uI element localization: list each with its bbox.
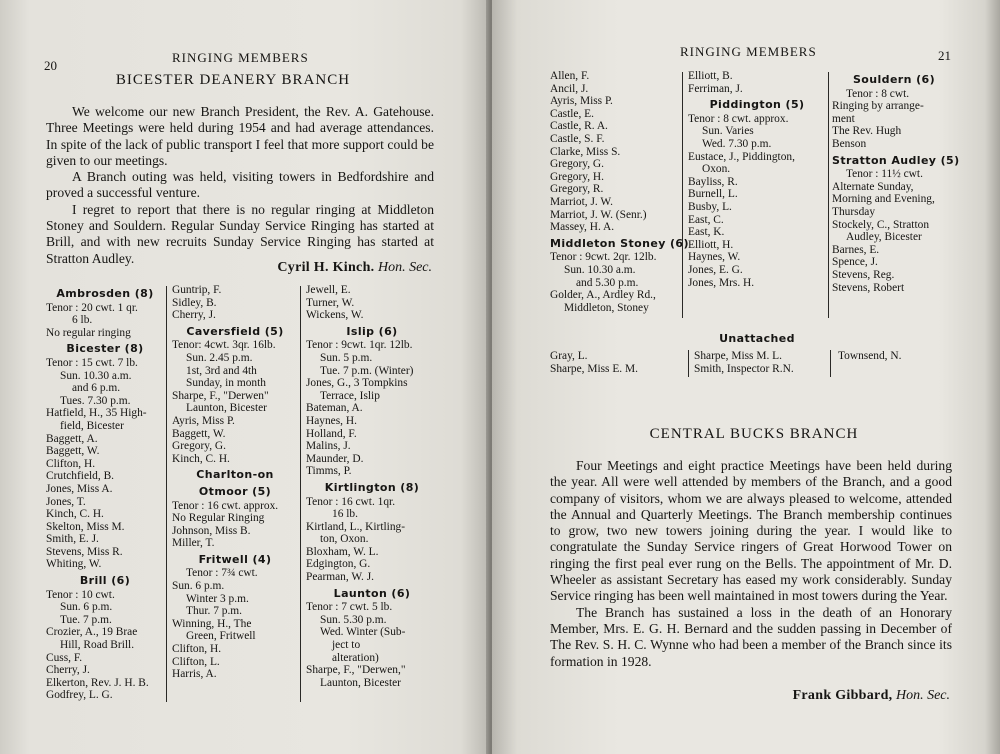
tower-heading: Islip (6) <box>346 324 398 338</box>
list-item: East, K. <box>688 226 725 239</box>
signature <box>692 688 950 704</box>
list-item: Spence, J. <box>832 256 878 269</box>
list-item: Sun. 6 p.m. <box>60 601 113 614</box>
list-item: Baggett, A. <box>46 432 98 445</box>
list-item: ment <box>832 112 855 125</box>
list-item: Crutchfield, B. <box>46 470 115 483</box>
list-item: Gregory, H. <box>550 170 604 183</box>
tower-heading: Launton (6) <box>333 586 411 600</box>
paragraph: A Branch outing was held, visiting towers in Bedfordshire and proved a successful venture. <box>46 169 434 201</box>
list-item: Thur. 7 p.m. <box>186 605 243 618</box>
member-name: Sharpe, Miss E. M. <box>550 362 638 375</box>
tower-heading: Ambrosden (8) <box>56 287 154 300</box>
list-item: Marriot, J. W. <box>550 195 613 208</box>
unattached-column-2 <box>694 350 828 375</box>
list-item: Castle, S. F. <box>550 132 605 145</box>
list-item: Hill, Road Brill. <box>60 639 135 652</box>
list-item: Eustace, J., Piddington, <box>688 150 795 163</box>
unattached-heading: Unattached <box>719 332 795 345</box>
paragraph: We welcome our new Branch President, the Rev. A. Gatehouse. Three Meetings were held during 1954 and had average attendances. In spite of the lack of public transport I feel that more support could be given to our meetings. <box>46 104 434 168</box>
list-item: Gregory, R. <box>550 183 604 196</box>
list-item: Gregory, G. <box>550 158 604 171</box>
list-item: Miller, T. <box>172 537 215 550</box>
list-item: Castle, R. A. <box>550 120 608 133</box>
members-column-2 <box>688 70 826 289</box>
list-item: Stevens, Reg. <box>832 268 895 281</box>
right-page <box>492 0 1000 754</box>
unattached-column-3 <box>838 350 958 363</box>
list-item: Castle, E. <box>550 107 594 120</box>
list-item: Sharpe, F., "Derwen" <box>172 389 269 402</box>
signature-name: Cyril H. Kinch. <box>277 260 375 275</box>
list-item: Tenor : 20 cwt. 1 qr. <box>46 301 138 314</box>
list-item: Winter 3 p.m. <box>186 592 249 605</box>
signature-role: Hon. Sec. <box>895 688 950 703</box>
column-divider <box>828 72 829 318</box>
members-column-2 <box>172 284 298 681</box>
list-item: Morning and Evening, <box>832 193 935 206</box>
member-name: Townsend, N. <box>838 350 902 362</box>
list-item: Tenor : 16 cwt. 1qr. <box>306 495 396 508</box>
list-item: Allen, F. <box>550 70 590 82</box>
list-item: Elliott, H. <box>688 238 734 251</box>
list-item: Kinch, C. H. <box>46 508 104 521</box>
list-item: Wed. Winter (Sub- <box>320 626 406 639</box>
list-item: Bloxham, W. L. <box>306 545 379 558</box>
list-item: Smith, E. J. <box>46 533 99 546</box>
tower-heading: Stratton Audley (5) <box>832 153 960 167</box>
paragraph: Four Meetings and eight practice Meetings have been held during the year. All were well attended by members of the Branch, and a good company of visitors, whom we are always pleased to welcome, attended the Annual and Quarterly Meetings. The Branch membership continues to grow, two new towers joining during the year. I would like to congratulate the Sunday Service ringers of Great Horwood Tower on ringing the first peal ever rung on the Bells. The appointment of Mr. D. Wheeler as assistant Secretary has eased my work considerably. Sunday Service ringing has been well maintained in most towers during the Year. <box>550 458 952 604</box>
list-item: Busby, L. <box>688 200 732 213</box>
list-item: Sun. 5.30 p.m. <box>320 613 387 626</box>
list-item: Tenor : 15 cwt. 7 lb. <box>46 356 138 369</box>
member-name: Gray, L. <box>550 350 588 362</box>
signature-name: Frank Gibbard, <box>792 688 893 703</box>
list-item: Stockely, C., Stratton <box>832 218 930 231</box>
list-item: Tenor : 10 cwt. <box>46 588 115 601</box>
list-item: Cherry, J. <box>172 309 216 322</box>
tower-heading: Piddington (5) <box>709 98 805 112</box>
list-item: Hatfield, H., 35 High- <box>46 407 147 420</box>
members-column-1 <box>550 70 689 314</box>
list-item: Jones, Miss A. <box>46 482 113 495</box>
list-item: Tenor : 9cwt. 1qr. 12lb. <box>306 339 413 352</box>
column-divider <box>166 286 167 702</box>
list-item: Godfrey, L. G. <box>46 689 113 702</box>
list-item: Tenor : 8 cwt. approx. <box>688 112 789 125</box>
list-item: Ancil, J. <box>550 82 589 95</box>
list-item: Whiting, W. <box>46 558 102 571</box>
list-item: Launton, Bicester <box>186 402 267 415</box>
tower-heading: Souldern (6) <box>852 73 935 86</box>
list-item: Sun. 10.30 a.m. <box>60 369 132 382</box>
list-item: Green, Fritwell <box>186 630 256 643</box>
list-item: Massey, H. A. <box>550 221 615 234</box>
tower-heading: Caversfield (5) <box>186 324 284 338</box>
list-item: Sidley, B. <box>172 296 217 309</box>
list-item: Sun. 2.45 p.m. <box>186 351 253 364</box>
list-item: Tues. 7.30 p.m. <box>60 394 131 407</box>
list-item: Malins, J. <box>306 440 351 453</box>
list-item: Pearman, W. J. <box>306 571 375 584</box>
member-name: Sharpe, Miss M. L. <box>694 350 782 362</box>
members-column-3 <box>306 284 438 689</box>
list-item: Kirtland, L., Kirtling- <box>306 520 406 533</box>
list-item: Jones, E. G. <box>688 263 743 276</box>
list-item: Tenor: 4cwt. 3qr. 16lb. <box>172 339 276 352</box>
list-item: alteration) <box>332 651 379 664</box>
list-item: Ayris, Miss P. <box>172 414 235 427</box>
list-item: Thursday <box>832 205 876 218</box>
column-divider <box>682 72 683 318</box>
unattached-section <box>552 329 962 347</box>
list-item: Wed. 7.30 p.m. <box>702 137 772 150</box>
list-item: Winning, H., The <box>172 617 252 630</box>
list-item: Jones, Mrs. H. <box>688 276 755 289</box>
list-item: Tenor : 9cwt. 2qr. 12lb. <box>550 251 657 264</box>
list-item: Haynes, H. <box>306 414 357 427</box>
list-item: Jones, G., 3 Tompkins <box>306 377 408 390</box>
tower-heading: Charlton-on <box>196 468 274 482</box>
list-item: Sun. 5 p.m. <box>320 351 373 364</box>
member-name: Smith, Inspector R.N. <box>694 362 794 375</box>
page-number: 20 <box>44 58 57 73</box>
list-item: Cherry, J. <box>46 664 90 677</box>
list-item: Stevens, Miss R. <box>46 545 123 558</box>
list-item: Bayliss, R. <box>688 175 738 188</box>
tower-heading: Kirtlington (8) <box>324 480 420 494</box>
list-item: Sun. Varies <box>702 125 754 138</box>
list-item: Holland, F. <box>306 427 357 440</box>
list-item: Sharpe, F., "Derwen," <box>306 664 406 677</box>
list-item: Alternate Sunday, <box>832 180 914 193</box>
list-item: Timms, P. <box>306 465 352 478</box>
list-item: Ringing by arrange- <box>832 100 924 113</box>
tower-heading: Middleton Stoney (6) <box>550 236 689 250</box>
list-item: Jones, T. <box>46 495 86 508</box>
page-number: 21 <box>938 48 951 63</box>
list-item: No regular ringing <box>46 326 131 339</box>
list-item: Marriot, J. W. (Senr.) <box>550 208 647 221</box>
section-title: BICESTER DEANERY BRANCH <box>115 72 351 88</box>
list-item: Sunday, in month <box>186 377 266 390</box>
list-item: Launton, Bicester <box>320 676 401 689</box>
list-item: No Regular Ringing <box>172 512 265 525</box>
list-item: East, C. <box>688 213 724 226</box>
column-divider <box>300 286 301 702</box>
list-item: Tenor : 8 cwt. <box>846 87 910 100</box>
list-item: Edgington, G. <box>306 558 371 571</box>
list-item: Barnes, E. <box>832 243 880 256</box>
branch-report <box>550 458 952 670</box>
list-item: Clifton, L. <box>172 655 220 668</box>
signature <box>200 260 432 276</box>
list-item: Ferriman, J. <box>688 82 743 95</box>
tower-heading: Otmoor (5) <box>198 484 272 498</box>
list-item: Kinch, C. H. <box>172 452 230 465</box>
list-item: Middleton, Stoney <box>564 301 649 314</box>
list-item: Baggett, W. <box>172 427 226 440</box>
list-item: Johnson, Miss B. <box>172 524 251 537</box>
list-item: Terrace, Islip <box>320 389 380 402</box>
list-item: 1st, 3rd and 4th <box>186 364 257 377</box>
tower-heading: Brill (6) <box>79 574 131 588</box>
list-item: Burnell, L. <box>688 188 738 201</box>
list-item: Jewell, E. <box>306 284 351 296</box>
list-item: 16 lb. <box>332 508 358 521</box>
list-item: Benson <box>832 137 867 150</box>
list-item: Ayris, Miss P. <box>550 95 613 108</box>
list-item: Gregory, G. <box>172 440 226 453</box>
list-item: and 6 p.m. <box>72 382 121 395</box>
unattached-column-1 <box>550 350 684 375</box>
list-item: Maunder, D. <box>306 452 364 465</box>
list-item: Harris, A. <box>172 668 217 681</box>
list-item: Bateman, A. <box>306 402 363 415</box>
list-item: Tue. 7 p.m. <box>60 613 112 626</box>
signature-role: Hon. Sec. <box>377 260 432 275</box>
paragraph: I regret to report that there is no regular ringing at Middleton Stoney and Souldern. Regular Sunday Service Ringing has started at Brill, and with new recruits Sunday Service Ringing has started at Stratton Audley. <box>46 201 434 266</box>
list-item: ton, Oxon. <box>320 533 369 546</box>
list-item: Guntrip, F. <box>172 284 222 296</box>
list-item: Sun. 6 p.m. <box>172 580 225 593</box>
members-column-3 <box>832 70 960 294</box>
list-item: Clifton, H. <box>172 643 222 656</box>
list-item: Audley, Bicester <box>846 231 922 244</box>
list-item: Haynes, W. <box>688 251 741 264</box>
list-item: Elkerton, Rev. J. H. B. <box>46 676 149 689</box>
list-item: field, Bicester <box>60 419 124 432</box>
column-divider <box>830 350 831 377</box>
tower-heading: Fritwell (4) <box>198 552 272 566</box>
list-item: Tenor : 7 cwt. 5 lb. <box>306 601 393 614</box>
list-item: Clifton, H. <box>46 457 96 470</box>
running-head: RINGING MEMBERS <box>680 44 817 59</box>
list-item: Cuss, F. <box>46 651 83 664</box>
tower-heading: Bicester (8) <box>66 342 144 356</box>
column-divider <box>688 350 689 377</box>
running-head: RINGING MEMBERS <box>172 50 309 65</box>
list-item: Sun. 10.30 a.m. <box>564 263 636 276</box>
list-item: Tenor : 7¾ cwt. <box>186 567 258 580</box>
list-item: Oxon. <box>702 163 731 176</box>
list-item: Clarke, Miss S. <box>550 145 621 158</box>
list-item: Turner, W. <box>306 296 355 309</box>
list-item: and 5.30 p.m. <box>576 276 639 289</box>
list-item: Tenor : 11½ cwt. <box>846 168 923 181</box>
list-item: Wickens, W. <box>306 309 364 322</box>
list-item: Tenor : 16 cwt. approx. <box>172 499 279 512</box>
list-item: Elliott, B. <box>688 70 733 82</box>
list-item: ject to <box>332 639 361 652</box>
list-item: Golder, A., Ardley Rd., <box>550 289 656 302</box>
list-item: Tue. 7 p.m. (Winter) <box>320 364 414 377</box>
list-item: Baggett, W. <box>46 445 100 458</box>
list-item: Crozier, A., 19 Brae <box>46 626 138 639</box>
list-item: Stevens, Robert <box>832 281 905 294</box>
list-item: 6 lb. <box>72 314 93 327</box>
section-title: CENTRAL BUCKS BRANCH <box>649 426 859 442</box>
list-item: Skelton, Miss M. <box>46 520 125 533</box>
branch-report <box>46 104 434 267</box>
left-page <box>0 0 490 754</box>
list-item: The Rev. Hugh <box>832 125 902 138</box>
paragraph: The Branch has sustained a loss in the death of an Honorary Member, Mrs. E. G. H. Bernard and the sudden passing in December of The Rev. S. H. C. Wynne who had been a member of the Branch since its formation in 1928. <box>550 604 952 669</box>
members-column-1 <box>46 284 164 702</box>
